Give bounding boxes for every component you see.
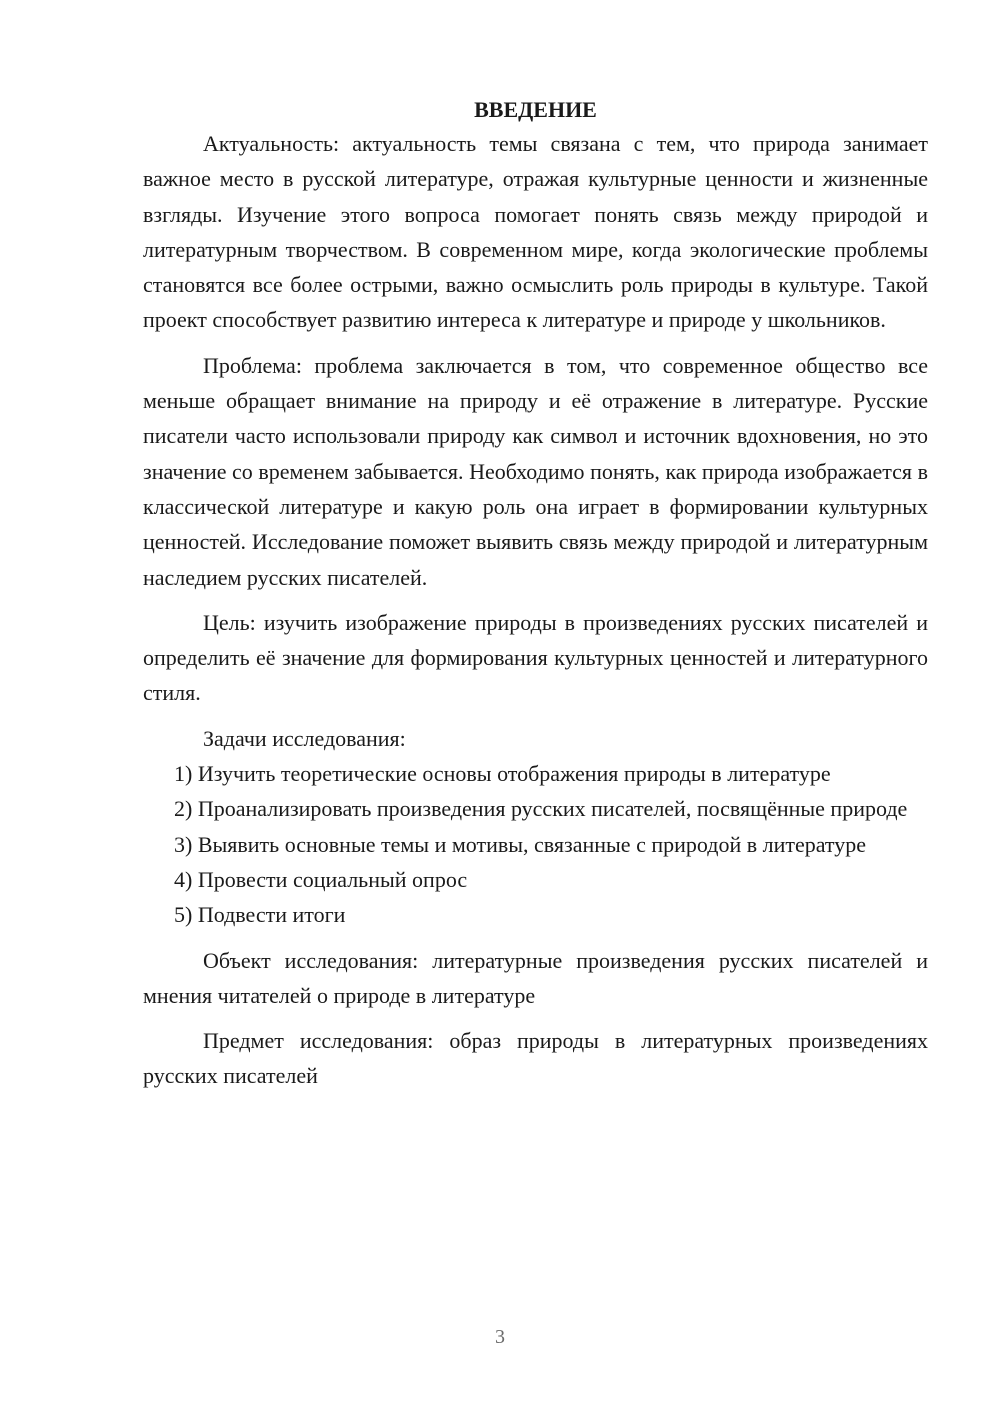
section-title: ВВЕДЕНИЕ bbox=[474, 97, 597, 122]
list-item: 2) Проанализировать произведения русских писателей, посвящённые природе bbox=[174, 796, 908, 822]
list-item: 1) Изучить теоретические основы отображения природы в литературе bbox=[174, 761, 831, 787]
subject-paragraph: Предмет исследования: образ природы в литературных произведениях русских писателей bbox=[143, 1028, 928, 1089]
document-page bbox=[143, 94, 928, 1094]
list-item: 5) Подвести итоги bbox=[174, 902, 346, 928]
problem-paragraph: Проблема: проблема заключается в том, что современное общество все меньше обращает внимание на природу и её отражение в литературе. Русские писатели часто использовали природу как символ и источник вдохновения, но это значение со временем забывается. Необходимо понять, как природа изображается в классической литературе и какую роль она играет в формировании культурных ценностей. Исследование поможет выявить связь между природой и литературным наследием русских писателей. bbox=[143, 352, 928, 590]
goal-paragraph: Цель: изучить изображение природы в произведениях русских писателей и определить её значение для формирования культурных ценностей и литературного стиля. bbox=[143, 609, 928, 706]
relevance-paragraph: Актуальность: актуальность темы связана с тем, что природа занимает важное место в русской литературе, отражая культурные ценности и жизненные взгляды. Изучение этого вопроса помогает понять связь между природой и литературным творчеством. В современном мире, когда экологические проблемы становятся все более острыми, важно осмыслить роль природы в культуре. Такой проект способствует развитию интереса к литературе и природе у школьников. bbox=[143, 131, 928, 333]
page-number: 3 bbox=[495, 1326, 505, 1348]
object-paragraph: Объект исследования: литературные произведения русских писателей и мнения читателей о природе в литературе bbox=[143, 947, 928, 1008]
list-item: 3) Выявить основные темы и мотивы, связанные с природой в литературе bbox=[174, 831, 867, 857]
tasks-list bbox=[143, 756, 928, 932]
tasks-heading: Задачи исследования: bbox=[203, 725, 406, 751]
list-item: 4) Провести социальный опрос bbox=[174, 866, 468, 892]
